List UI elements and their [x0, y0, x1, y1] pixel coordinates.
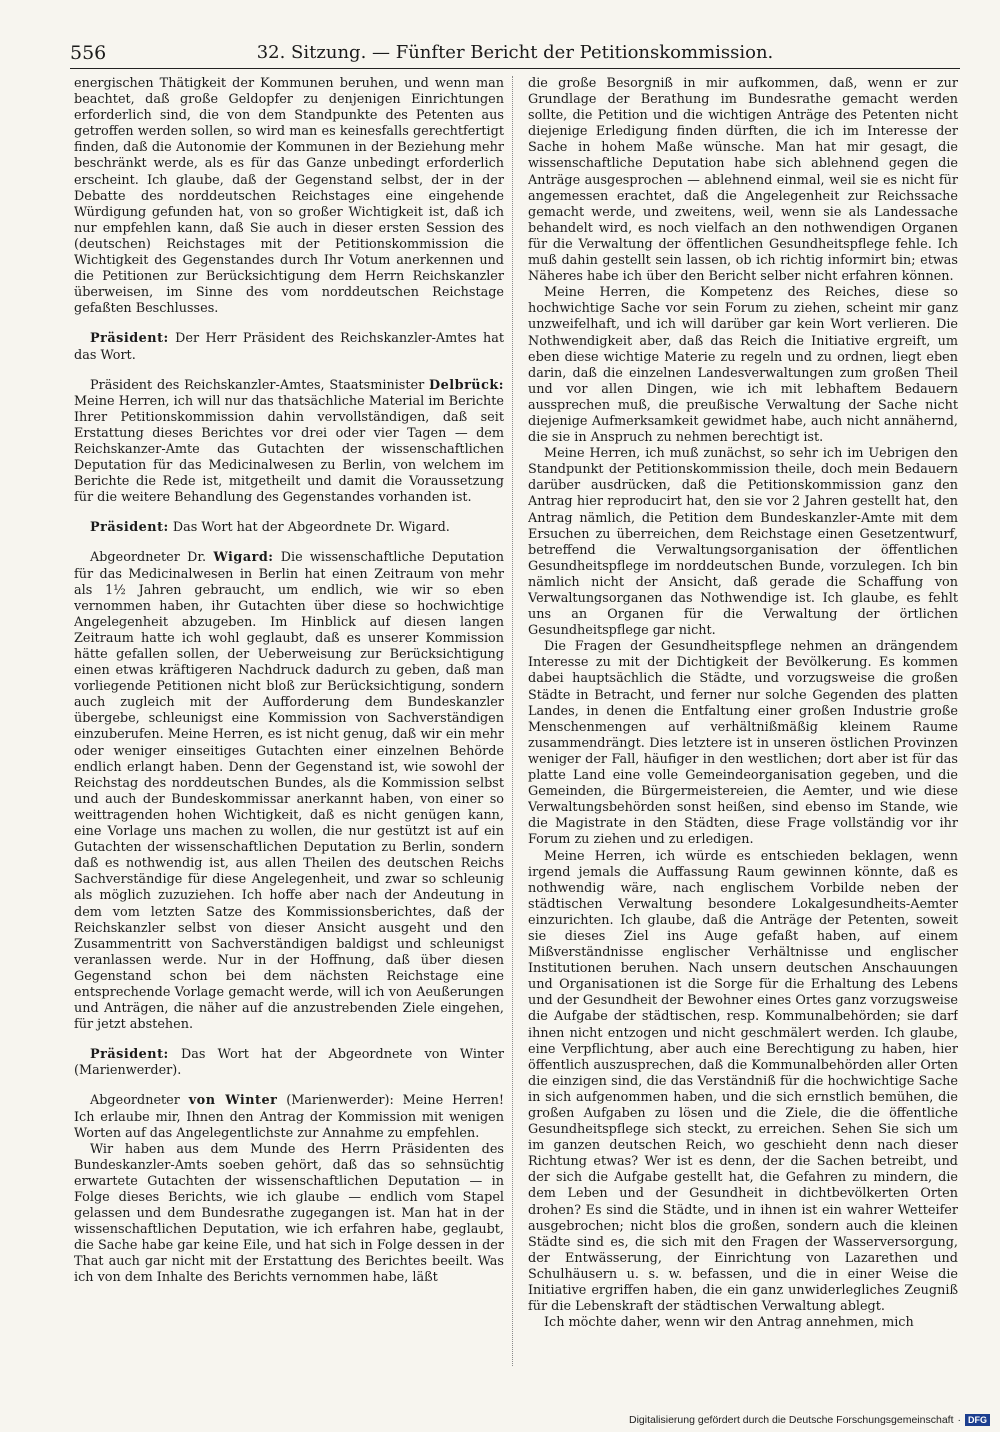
paragraph: Ich möchte daher, wenn wir den Antrag annehmen, mich: [544, 1315, 914, 1331]
running-head: 32. Sitzung. — Fünfter Bericht der Petitionskommission.: [256, 42, 774, 63]
speaker-name: Delbrück:: [429, 377, 504, 393]
column-divider: [512, 76, 513, 1366]
footer-credit-text: Digitalisierung gefördert durch die Deutsche Forschungsgemeinschaft: [628, 1414, 954, 1426]
speaker-paragraph: [74, 378, 504, 507]
speaker-paragraph: [74, 520, 504, 536]
footer-credit: [629, 1414, 990, 1426]
speaker-paragraph: [74, 550, 504, 1033]
paragraph: Meine Herren, ich würde es entschieden beklagen, wenn irgend jemals die Auffassung Raum gewinnen könnte, daß es nothwendig wäre, nach englischem Vorbilde neben der städtischen Verwaltung besondere Lokalgesundheits-Aemter einzurichten. Ich glaube, daß die Anträge der Petenten, soweit sie dieses Ziel ins Auge gefaßt haben, auf einem Mißverständnisse englischer Verhältnisse und englischer Institutionen beruhen. Nach unsern deutschen Anschauungen und Organisationen ist die Sorge für die Erhaltung des Lebens und der Gesundheit der Bewohner eines Ortes ganz vorzugsweise die Aufgabe der städtischen, resp. Kommunalbehörden; sie darf ihnen nicht entzogen und nicht geschmälert werden. Ich glaube, eine Verpflichtung, aber auch eine Berechtigung zu haben, hier öffentlich auszusprechen, daß die Kommunalbehörden aller Orten die einzigen sind, die das Verständniß für die hochwichtige Sache in sich aufgenommen haben, und die sich ernstlich bemühen, die großen Aufgaben zu lösen und die Ziele, die die öffentliche Gesundheitspflege sich steckt, zu erreichen. Sehen Sie sich um im ganzen deutschen Reich, wo geschieht denn nach dieser Richtung etwas? Wer ist es denn, der die Sachen betreibt, und der sich die Aufgabe gestellt hat, die Gefahren zu mindern, die dem Leben und der Gesundheit in dichtbevölkerten Orten drohen? Es sind die Städte, und in ihnen ist ein wahrer Wetteifer ausgebrochen; nicht blos die großen, sondern auch die kleinen Städte sind es, die sich mit den Fragen der Wasserversorgung, der Entwässerung, der Einrichtung von Lazarethen und Schulhäusern u. s. w. befassen, und die in einer Weise die Initiative ergriffen haben, die ein ganz unwiderlegliches Zeugniß für die Lebenskraft der städtischen Verwaltung ablegt.: [528, 848, 958, 1315]
speech-text: Meine Herren, ich will nur das thatsächliche Material im Berichte Ihrer Petitionskommission dahin vervollständigen, daß seit Erstattung dieses Berichtes vor drei oder vier Tagen — dem Reichskanzer-Amte das Gutachten der wissenschaftlichen Deputation für das Medicinalwesen zu Berlin, von welchem im Berichte die Rede ist, mitgetheilt und damit die Voraussetzung für die weitere Behandlung des Gegenstandes vorhanden ist.: [74, 393, 504, 506]
speaker-role: Abgeordneter Dr.: [90, 550, 214, 566]
left-column: [74, 76, 504, 1366]
paragraph: Wir haben aus dem Munde des Herrn Präsidenten des Bundeskanzler-Amts soeben gehört, daß das so sehnsüchtig erwartete Gutachten der wissenschaftlichen Deputation — in Folge dieses Berichts, wie ich glaube — endlich vom Stapel gelassen und dem Bundesrathe zugegangen ist. Man hat in der wissenschaftlichen Deputation, wie ich erfahren habe, geglaubt, die Sache habe gar keine Eile, und hat sich in Folge dessen in der That auch gar nicht mit der Erstattung des Berichtes beeilt. Was ich von dem Inhalte des Berichts vernommen habe, läßt: [74, 1141, 504, 1286]
paragraph: Meine Herren, ich muß zunächst, so sehr ich im Uebrigen den Standpunkt der Petitionskommission theile, doch mein Bedauern darüber ausdrücken, daß die Petitionskommission ganz den Antrag hier reproducirt hat, den sie vor 2 Jahren gestellt hat, den Antrag nämlich, die Petition dem Bundeskanzler-Amte mit dem Ersuchen zu überreichen, dem Reichstage einen Gesetzentwurf, betreffend die Verwaltungsorganisation der öffentlichen Gesundheitspflege im norddeutschen Bunde, vorzulegen. Ich bin nämlich nicht der Ansicht, daß gerade die Schaffung von Verwaltungsorganen das Nothwendige ist. Ich glaube, es fehlt uns an Organen für die Verwaltung der örtlichen Gesundheitspflege gar nicht.: [528, 446, 958, 639]
speaker-role: Präsident des Reichskanzler-Amtes, Staatsminister: [90, 377, 430, 393]
speaker-paragraph: [74, 1047, 504, 1079]
page-number: 556: [70, 42, 107, 64]
paragraph: Die Fragen der Gesundheitspflege nehmen an drängendem Interesse zu mit der Dichtigkeit der Bevölkerung. Es kommen dabei hauptsächlich die Städte, und vorzugsweise die großen Städte in Betracht, und ferner nur solche Gegenden des platten Landes, in denen die Entfaltung einer großen Industrie große Menschenmengen auf verhältnißmäßig kleinem Raume zusammendrängt. Dies letztere ist in unseren östlichen Provinzen weniger der Fall, häufiger in den westlichen; dort aber ist für das platte Land eine volle Gemeindeorganisation gegeben, und die Gemeinden, die Bürgermeistereien, die Aemter, und wie diese Verwaltungsbehörden sonst heißen, sind ebenso im Stande, wie die Magistrate in den Städten, diese Frage vollständig vor ihr Forum zu ziehen und zu erledigen.: [528, 639, 958, 848]
paragraph-continued: energischen Thätigkeit der Kommunen beruhen, und wenn man beachtet, daß große Geldopfer zu denjenigen Einrichtungen erforderlich sind, die von dem Standpunkte des Petenten aus getroffen werden sollen, so wird man es keinesfalls gerechtfertigt finden, daß die Autonomie der Kommunen in der Beziehung mehr beschränkt werde, als es für das Ganze unbedingt erforderlich erscheint. Ich glaube, daß der Gegenstand selbst, der in der Debatte des norddeutschen Reichstages eine eingehende Würdigung gefunden hat, von so großer Wichtigkeit ist, daß ich nur empfehlen kann, daß Sie auch in dieser ersten Session des (deutschen) Reichstages mit der Petitionskommission die Wichtigkeit des Gegenstandes durch Ihr Votum anerkennen und die Petitionen zur Berücksichtigung dem Herrn Reichskanzler überweisen, im Sinne des vom norddeutschen Reichstage gefaßten Beschlusses.: [74, 76, 504, 317]
footer-separator: ·: [957, 1414, 961, 1426]
paragraph-continued: die große Besorgniß in mir aufkommen, daß, wenn er zur Grundlage der Berathung im Bundesrathe gemacht werden sollte, die Petition und die wichtigen Anträge des Petenten nicht diejenige Erledigung finden dürften, die ich im Interesse der Sache in hohem Maße wünsche. Man hat mir gesagt, die wissenschaftliche Deputation habe sich ablehnend gegen die Anträge ausgesprochen — ablehnend einmal, weil sie es nicht für angemessen erachtet, daß die Angelegenheit zur Reichssache gemacht werde, und zweitens, weil, wenn sie als Landessache behandelt wird, es noch vielfach an den nothwendigen Organen für die Verwaltung der öffentlichen Gesundheitspflege fehle. Ich muß dahin gestellt sein lassen, ob ich richtig informirt bin; etwas Näheres habe ich über den Bericht selber nicht erfahren können.: [528, 76, 958, 285]
speaker-name: Wigard:: [213, 550, 274, 566]
speech-text: Die wissenschaftliche Deputation für das Medicinalwesen in Berlin hat einen Zeitraum von mehr als 1½ Jahren gebraucht, um endlich, wie wir so eben vernommen haben, ihr Gutachten über diese so hochwichtige Angelegenheit abzugeben. Im Hinblick auf diesen langen Zeitraum hatte ich wohl geglaubt, daß es unserer Kommission hätte gefallen sollen, der Ueberweisung zur Berücksichtigung einen etwas kräftigeren Nachdruck dadurch zu geben, daß man vorliegende Petitionen nicht bloß zur Berücksichtigung, sondern auch zugleich mit der Aufforderung dem Bundeskanzler übergebe, schleunigst eine Kommission von Sachverständigen einzuberufen. Meine Herren, es ist nicht genug, daß wir ein mehr oder weniger einseitiges Gutachten einer einzelnen Behörde endlich erlangt haben. Denn der Gegenstand ist, wie sowohl der Reichstag des norddeutschen Bundes, als die Kommission selbst und auch der Bundeskommissar anerkannt haben, von einer so weittragenden hohen Wichtigkeit, daß es nicht genügen kann, eine Vorlage uns machen zu wollen, die nur gestützt ist auf ein Gutachten der wissenschaftlichen Deputation zu Berlin, sondern daß es nothwendig ist, aus allen Theilen des deutschen Reichs Sachverständige für diese Angelegenheit, und zwar so schleunig als möglich zuzuziehen. Ich hoffe aber nach der Andeutung in dem vom letzten Satze des Kommissionsberichtes, daß der Reichskanzler selbst von dieser Ansicht ausgeht und den Zusammentritt von Sachverständigen baldigst und schleunigst veranlassen werde. Nur in der Hoffnung, daß über diesen Gegenstand schon bei dem nächsten Reichstage eine entsprechende Vorlage gemacht werde, will ich von Aeußerungen und Anträgen, die näher auf die anzustrebenden Ziele eingehen, für jetzt abstehen.: [74, 550, 504, 1033]
speaker-name: Präsident:: [90, 1047, 169, 1063]
paragraph: Meine Herren, die Kompetenz des Reiches, diese so hochwichtige Sache vor sein Forum zu ziehen, scheint mir ganz unzweifelhaft, und ich will darüber gar kein Wort verlieren. Die Nothwendigkeit aber, daß das Reich die Initiative ergreift, um eben diese wichtige Materie zu regeln und zu ordnen, liegt eben darin, daß die einzelnen Landesverwaltungen zum großen Theil und vor allen Dingen, wie ich mit lebhaftem Bedauern aussprechen muß, die preußische Verwaltung der Sache nicht diejenige Aufmerksamkeit gewidmet habe, auch nicht annähernd, die sie in Anspruch zu nehmen berechtigt ist.: [528, 285, 958, 446]
speaker-name: Präsident:: [90, 331, 169, 347]
speaker-name: von Winter: [188, 1093, 278, 1109]
speaker-paragraph: [74, 331, 504, 363]
dfg-logo: DFG: [965, 1414, 990, 1426]
speech-text: (Marienwerder): Meine Herren! Ich erlaube mir, Ihnen den Antrag der Kommission mit wenigen Worten auf das Angelegentlichste zur Annahme zu empfehlen.: [74, 1093, 504, 1141]
right-column: [528, 76, 958, 1366]
speaker-name: Präsident:: [90, 520, 169, 536]
speech-text: Der Herr Präsident des Reichskanzler-Amtes hat das Wort.: [74, 331, 504, 363]
speaker-role: Abgeordneter: [90, 1093, 189, 1109]
speech-text: Das Wort hat der Abgeordnete von Winter (Marienwerder).: [74, 1047, 504, 1079]
speaker-paragraph: [74, 1093, 504, 1141]
speech-text: Das Wort hat der Abgeordnete Dr. Wigard.: [168, 520, 450, 536]
page-header: [70, 40, 960, 69]
